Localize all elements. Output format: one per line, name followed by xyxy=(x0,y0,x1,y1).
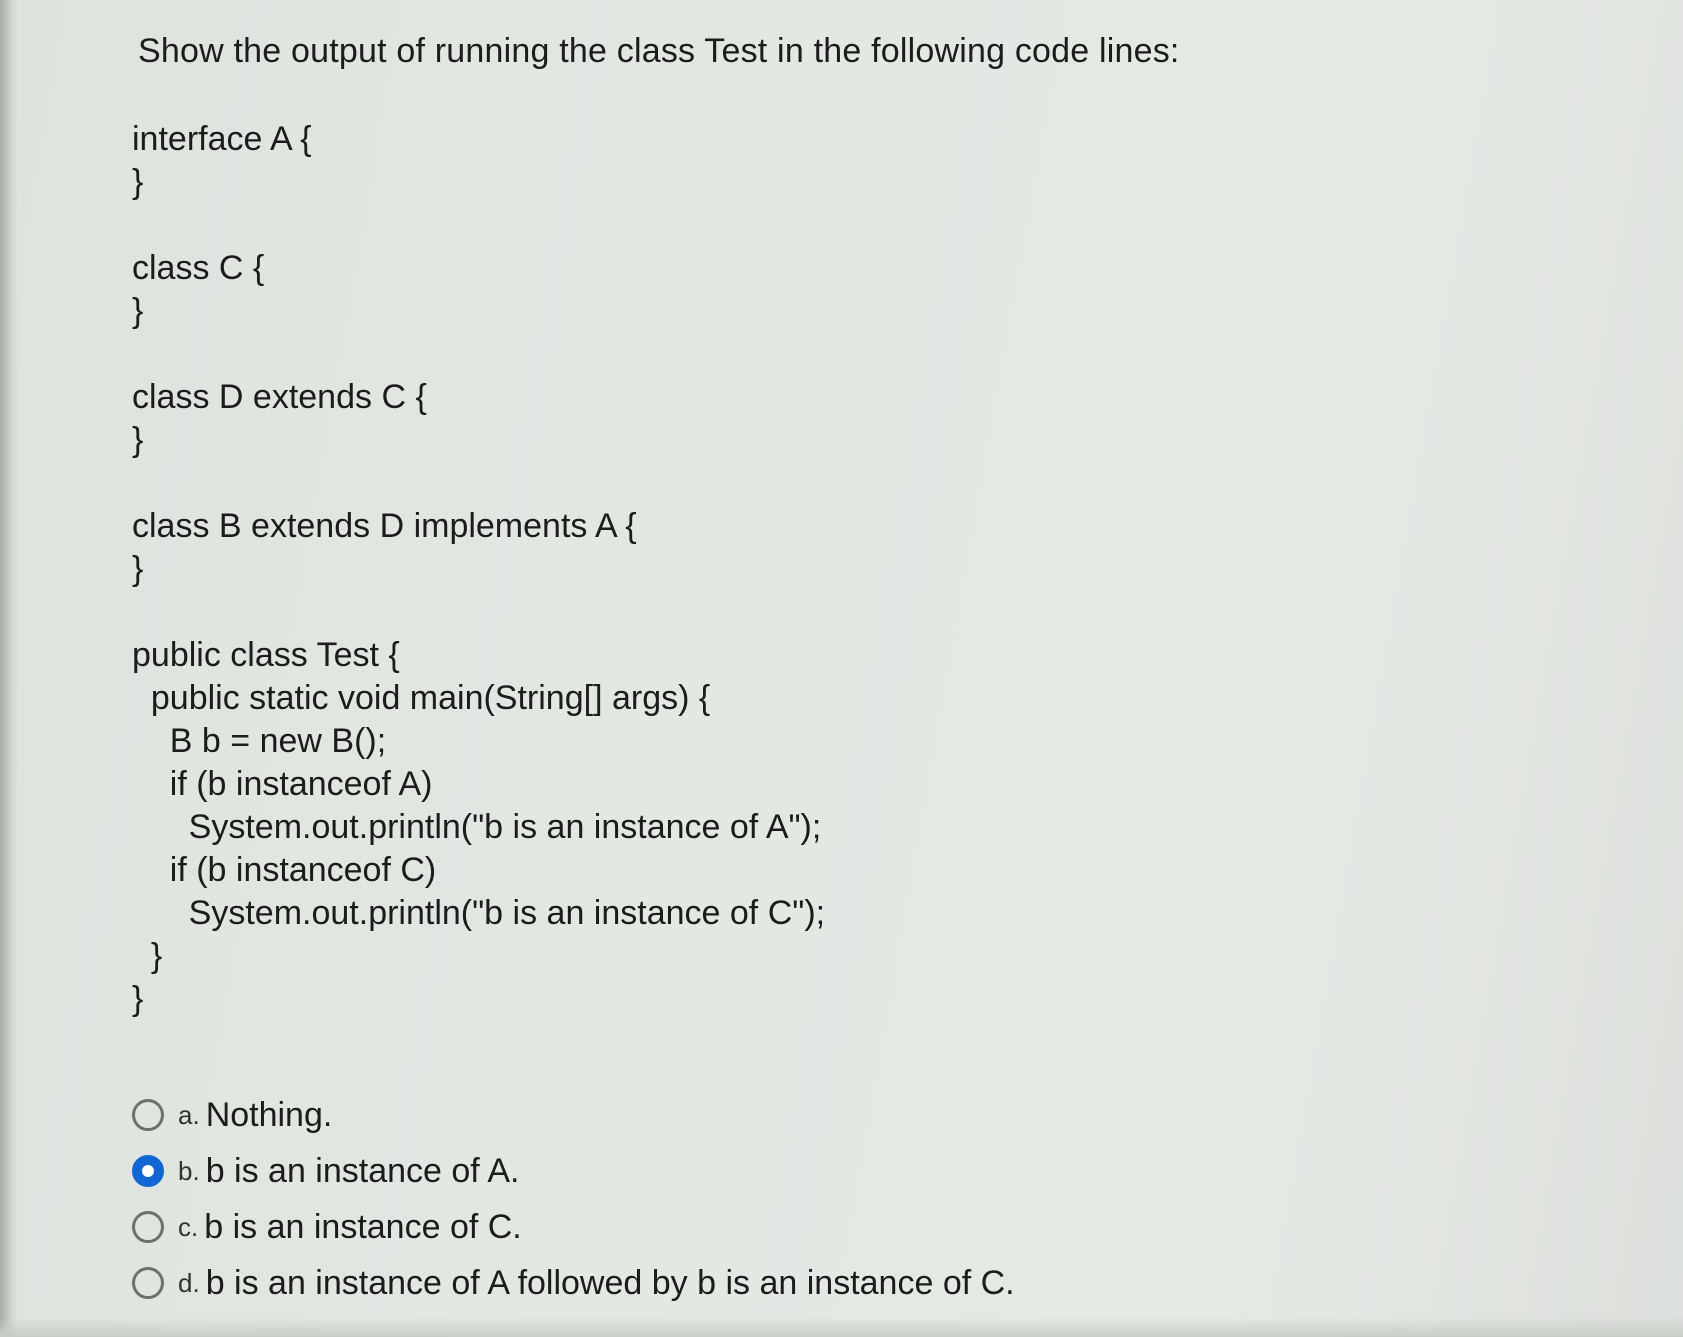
option-letter: a. xyxy=(178,1099,200,1130)
code-line: public class Test { xyxy=(132,636,400,674)
code-line: System.out.println("b is an instance of A"); xyxy=(132,808,822,846)
code-line: System.out.println("b is an instance of C"); xyxy=(132,894,826,932)
page-bottom-shadow xyxy=(0,1317,1683,1337)
option-c[interactable] xyxy=(132,1199,1015,1255)
code-line: if (b instanceof C) xyxy=(132,851,437,889)
code-line: class D extends C { xyxy=(132,378,427,416)
code-line: } xyxy=(132,292,144,330)
option-label: b is an instance of A. xyxy=(205,1151,520,1190)
option-letter: c. xyxy=(178,1211,199,1242)
option-label: Nothing. xyxy=(205,1095,333,1134)
option-letter: b. xyxy=(178,1155,200,1186)
code-line: } xyxy=(132,163,144,201)
code-line: } xyxy=(132,421,144,459)
option-b[interactable] xyxy=(132,1143,1015,1199)
code-line: } xyxy=(132,980,144,1018)
code-line: } xyxy=(132,937,163,975)
code-line: class C { xyxy=(132,249,265,287)
code-line xyxy=(132,591,825,634)
code-line: B b = new B(); xyxy=(132,722,387,760)
radio-button-a[interactable] xyxy=(132,1099,164,1131)
answer-options xyxy=(132,1087,1015,1311)
radio-button-c[interactable] xyxy=(132,1211,164,1243)
option-label: b is an instance of A followed by b is an instance of C. xyxy=(205,1263,1015,1302)
radio-button-b[interactable] xyxy=(132,1155,164,1187)
option-letter: d. xyxy=(178,1267,200,1298)
code-line xyxy=(132,462,825,505)
code-line: interface A { xyxy=(132,120,312,158)
code-line: if (b instanceof A) xyxy=(132,765,433,803)
code-line: } xyxy=(132,550,144,588)
question-text: Show the output of running the class Test in the following code lines: xyxy=(138,32,1180,70)
option-a[interactable] xyxy=(132,1087,1015,1143)
option-d[interactable] xyxy=(132,1255,1015,1311)
code-line: class B extends D implements A { xyxy=(132,507,637,545)
code-line xyxy=(132,204,825,247)
radio-button-d[interactable] xyxy=(132,1267,164,1299)
option-label: b is an instance of C. xyxy=(204,1207,522,1246)
code-line xyxy=(132,333,825,376)
code-block xyxy=(132,118,825,1021)
page-edge-shadow xyxy=(0,0,18,1337)
code-line: public static void main(String[] args) { xyxy=(132,679,711,717)
